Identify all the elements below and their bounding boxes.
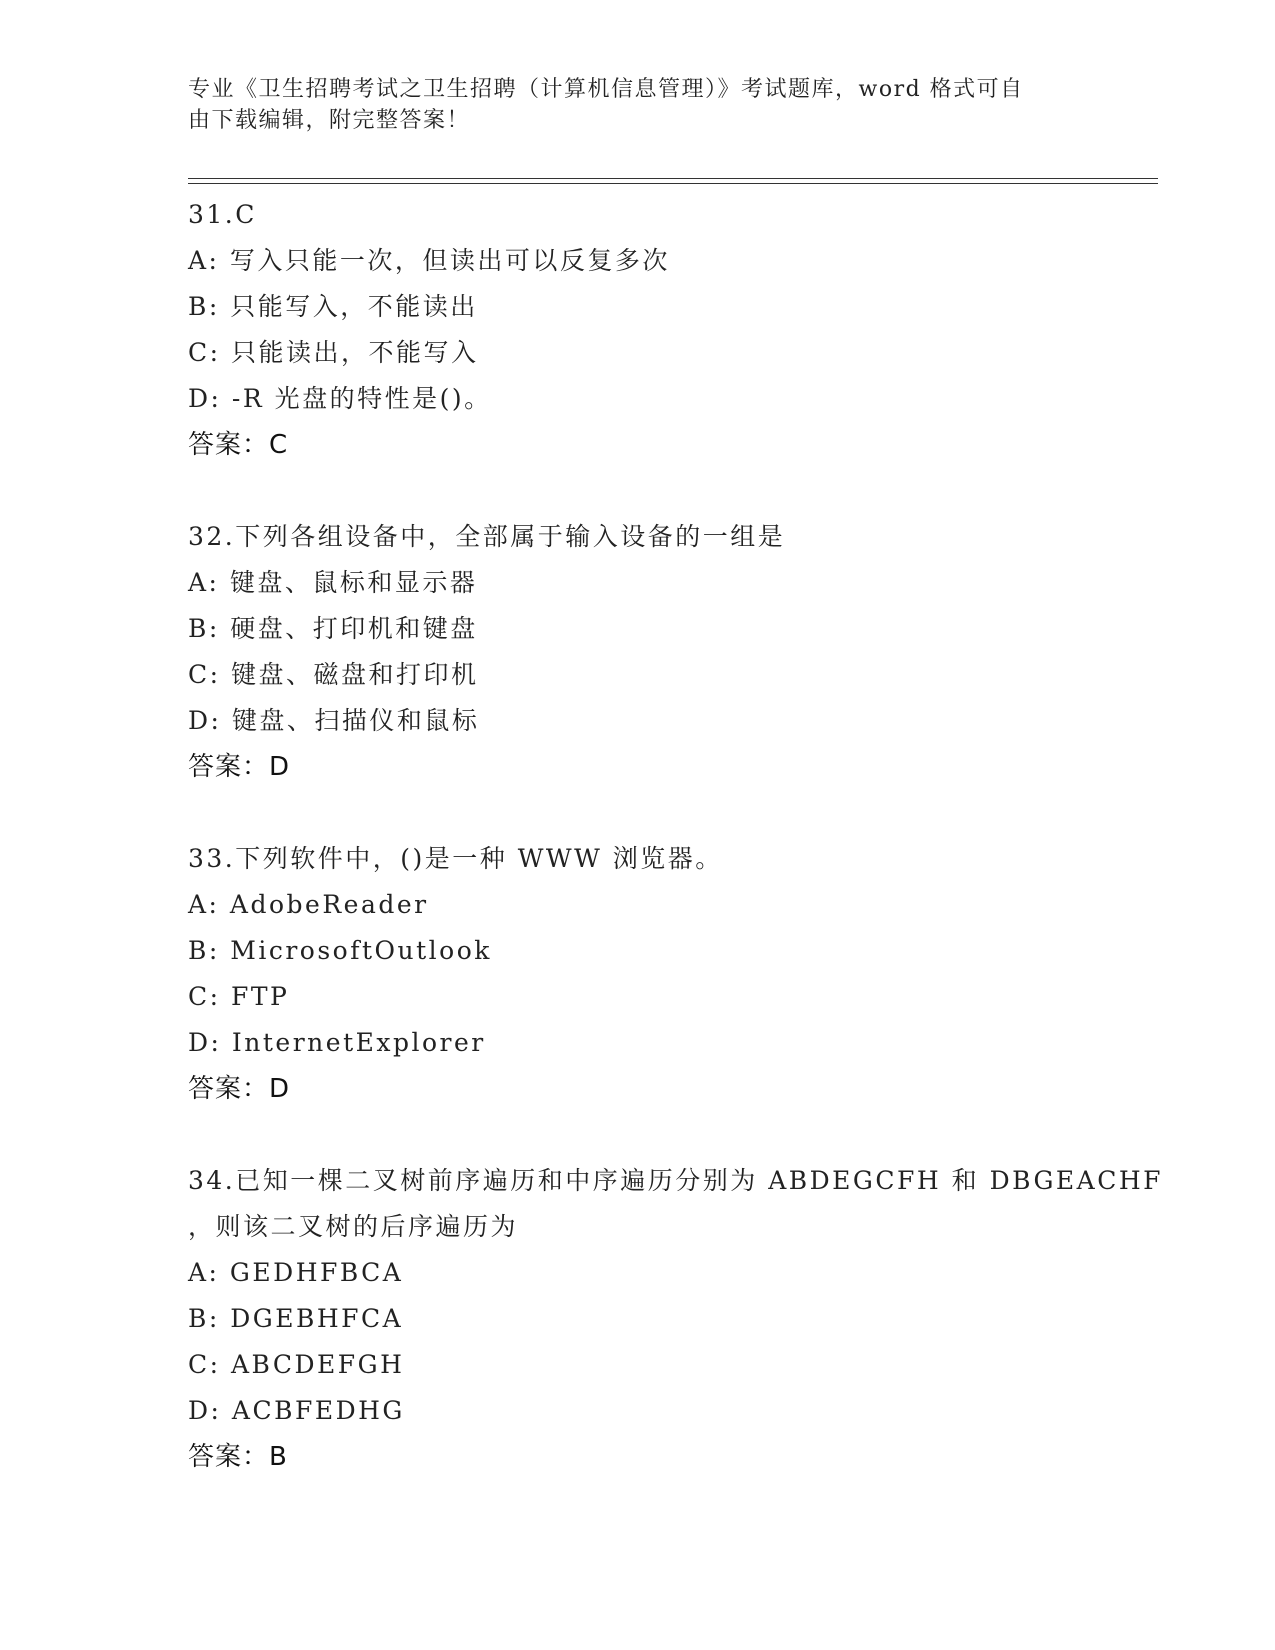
option-b: B: MicrosoftOutlook bbox=[188, 936, 492, 965]
option-c: C: ABCDEFGH bbox=[188, 1350, 405, 1379]
answer: 答案：C bbox=[188, 430, 289, 460]
option-b: B: 只能写入，不能读出 bbox=[188, 292, 478, 321]
option-a: A: AdobeReader bbox=[188, 890, 429, 919]
answer: 答案：B bbox=[188, 1442, 288, 1472]
question-spacer bbox=[188, 1112, 1148, 1158]
option-d: D: -R 光盘的特性是()。 bbox=[188, 384, 492, 413]
question-stem: 32.下列各组设备中，全部属于输入设备的一组是 bbox=[188, 522, 786, 551]
option-d: D: InternetExplorer bbox=[188, 1028, 486, 1057]
option-a: A: GEDHFBCA bbox=[188, 1258, 404, 1287]
header-divider-bottom bbox=[188, 183, 1158, 184]
question-stem: 33.下列软件中，()是一种 WWW 浏览器。 bbox=[188, 844, 723, 873]
question-stem: 34.已知一棵二叉树前序遍历和中序遍历分别为 ABDEGCFH 和 DBGEACHF bbox=[188, 1166, 1163, 1195]
question-34 bbox=[188, 1158, 1163, 1480]
question-33 bbox=[188, 836, 1148, 1112]
option-d: D: 键盘、扫描仪和鼠标 bbox=[188, 706, 480, 735]
option-a: A: 键盘、鼠标和显示器 bbox=[188, 568, 478, 597]
document-header bbox=[188, 74, 1088, 136]
option-b: B: 硬盘、打印机和键盘 bbox=[188, 614, 478, 643]
answer: 答案：D bbox=[188, 752, 291, 782]
option-d: D: ACBFEDHG bbox=[188, 1396, 405, 1425]
question-spacer bbox=[188, 790, 1148, 836]
option-b: B: DGEBHFCA bbox=[188, 1304, 404, 1333]
question-31 bbox=[188, 192, 1148, 468]
header-divider-top bbox=[188, 178, 1158, 179]
option-a: A: 写入只能一次，但读出可以反复多次 bbox=[188, 246, 670, 275]
option-c: C: FTP bbox=[188, 982, 290, 1011]
question-spacer bbox=[188, 468, 1148, 514]
question-stem-continued: ，则该二叉树的后序遍历为 bbox=[188, 1212, 519, 1241]
question-list bbox=[188, 192, 1163, 1480]
header-line-2: 由下载编辑，附完整答案！ bbox=[188, 108, 471, 133]
option-c: C: 只能读出，不能写入 bbox=[188, 338, 479, 367]
question-32 bbox=[188, 514, 1148, 790]
answer: 答案：D bbox=[188, 1074, 291, 1104]
question-stem: 31.C bbox=[188, 200, 257, 229]
option-c: C: 键盘、磁盘和打印机 bbox=[188, 660, 479, 689]
header-line-1: 专业《卫生招聘考试之卫生招聘（计算机信息管理）》考试题库，word 格式可自 bbox=[188, 77, 1024, 102]
